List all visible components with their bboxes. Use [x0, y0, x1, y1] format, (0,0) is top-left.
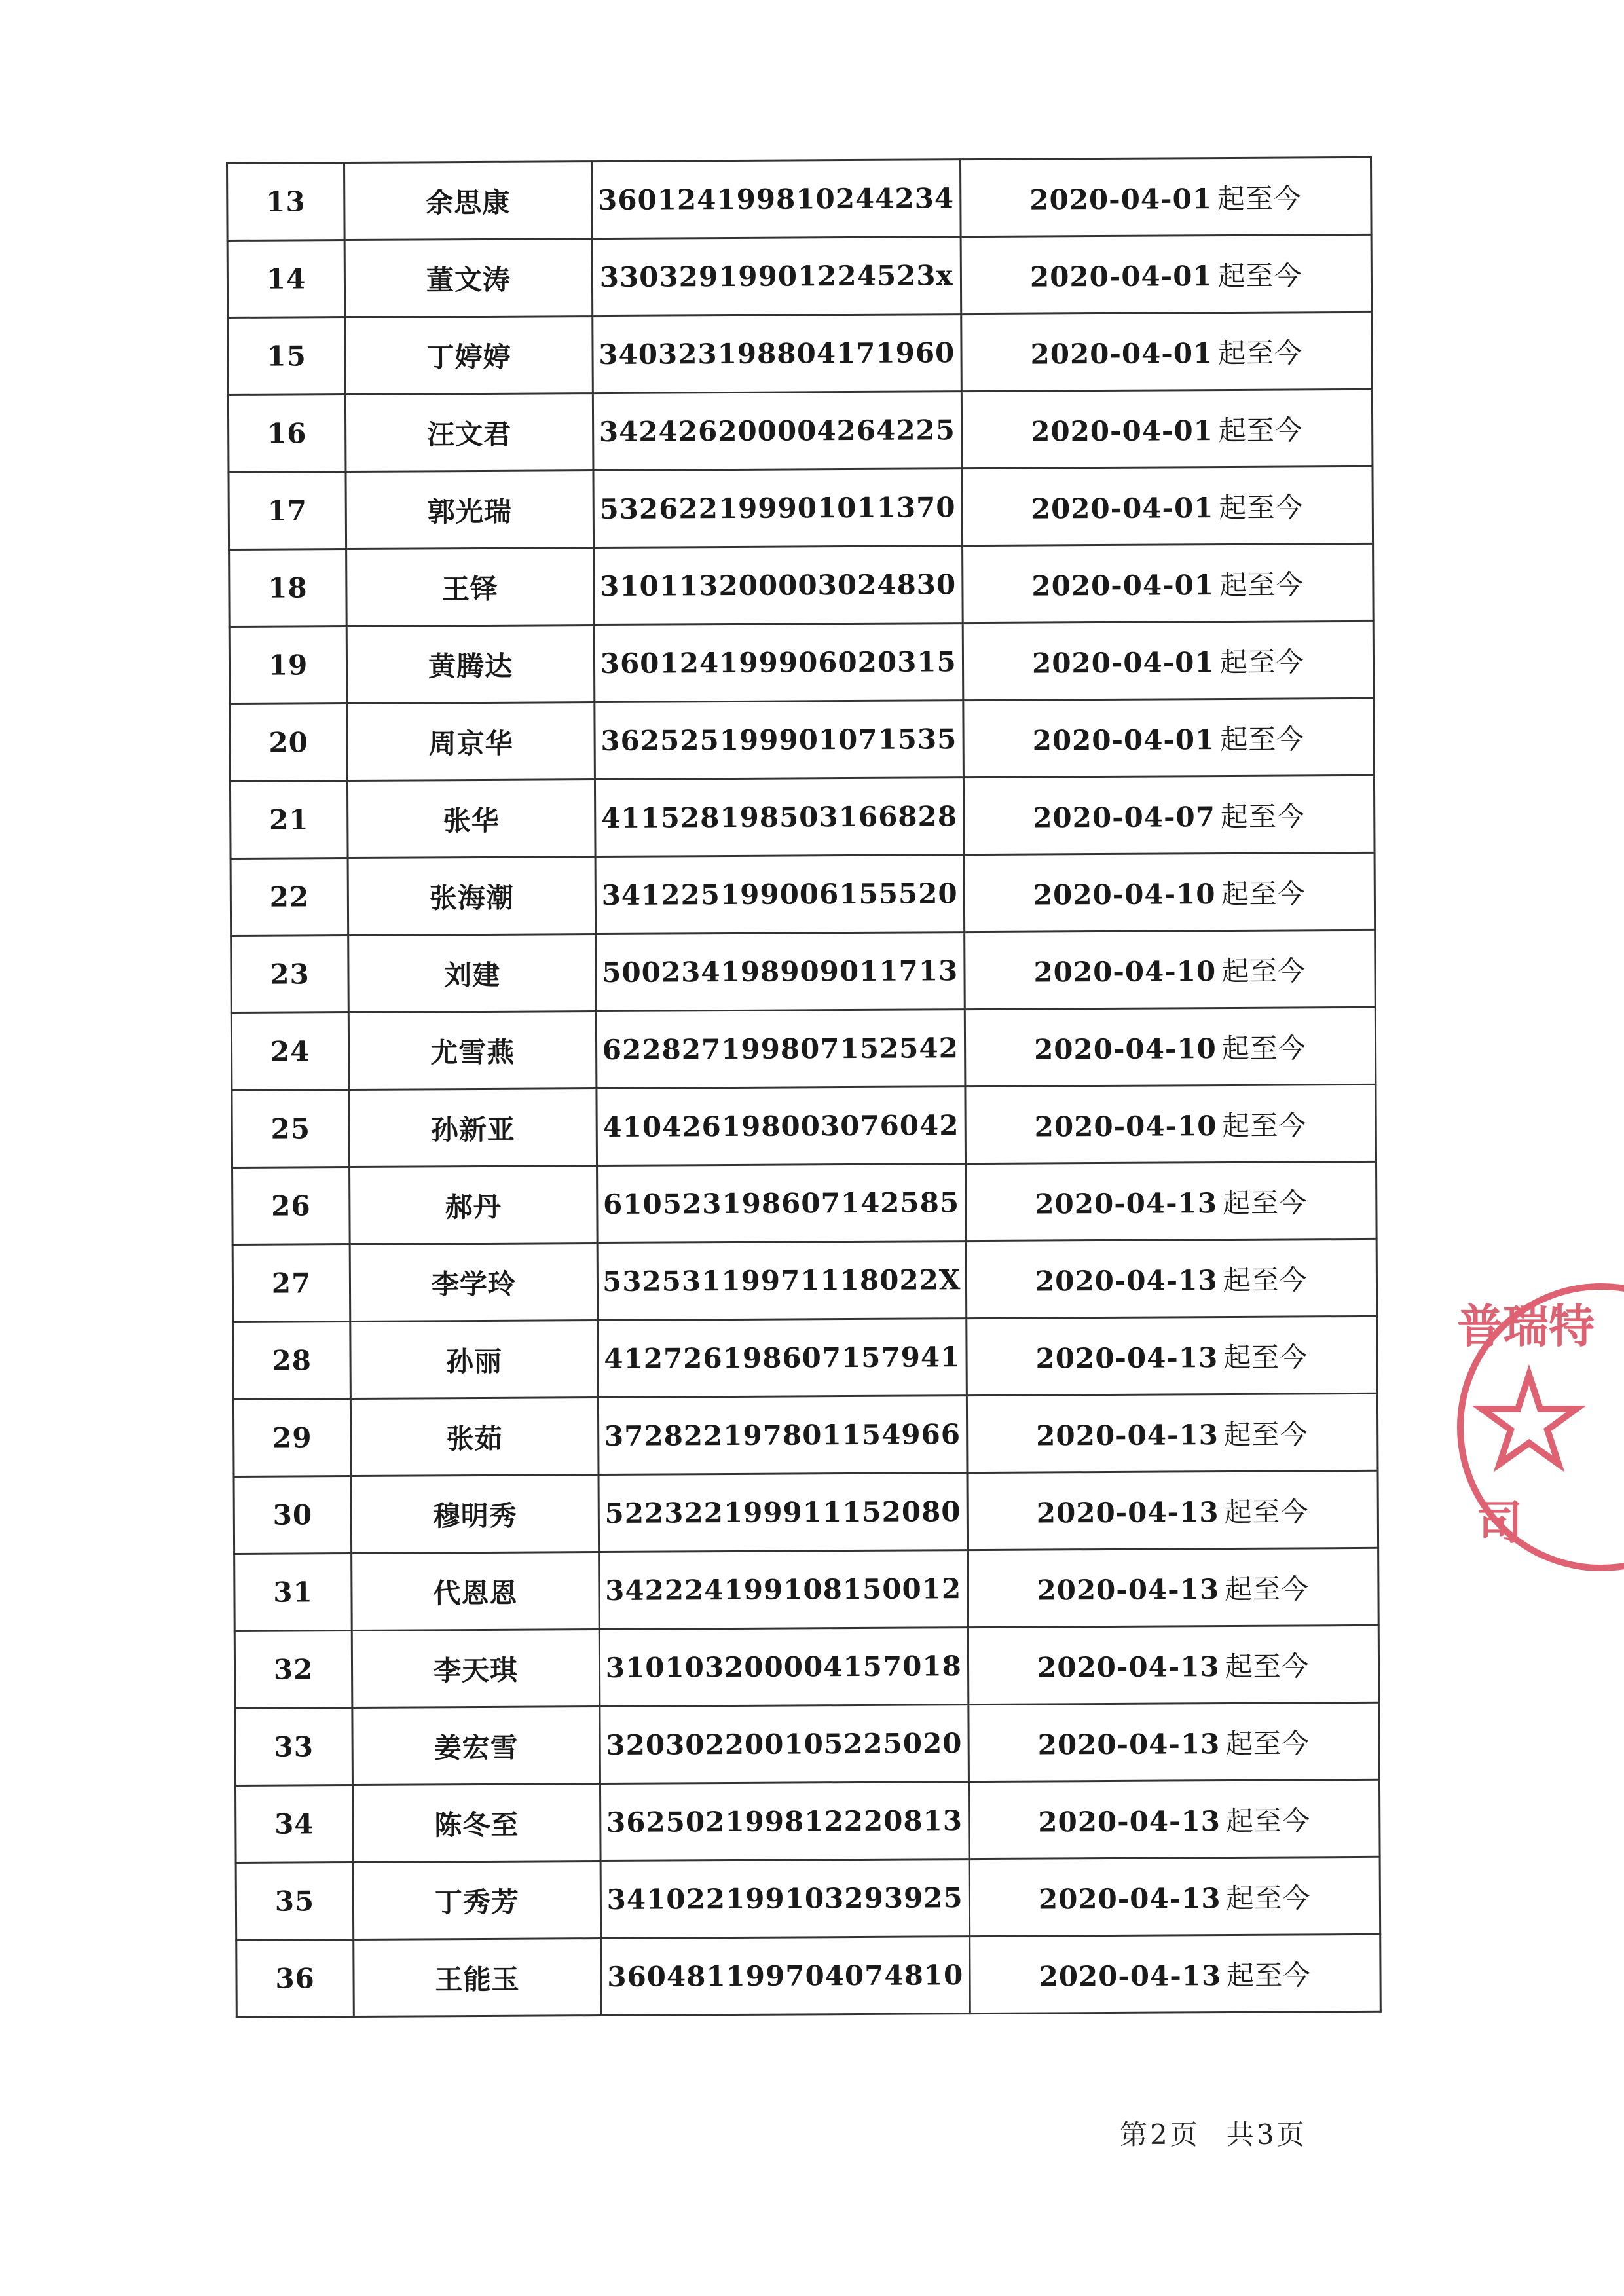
table-row: [234, 1625, 1379, 1708]
employee-name: 尤雪燕: [348, 1011, 596, 1090]
date-suffix: 起至今: [1223, 1417, 1308, 1451]
id-number: 341022199103293925: [600, 1859, 969, 1939]
table-row: [231, 1007, 1376, 1090]
row-number: 26: [232, 1167, 350, 1245]
table-row: [235, 1779, 1380, 1863]
id-number: 360481199704074810: [601, 1937, 970, 2016]
start-date: 2020-04-13: [1039, 1959, 1222, 1993]
row-number: 21: [230, 781, 348, 859]
row-number: 20: [230, 704, 348, 782]
start-date-cell: [961, 389, 1373, 468]
date-suffix: 起至今: [1224, 1495, 1309, 1528]
row-number: 14: [227, 240, 345, 318]
date-suffix: 起至今: [1227, 1958, 1312, 1992]
start-date-cell: [963, 775, 1375, 854]
page-current: 2: [1150, 2119, 1168, 2151]
employee-name: 王铎: [346, 548, 594, 627]
start-date: 2020-04-13: [1035, 1264, 1218, 1298]
seal-text-bottom: 司: [1477, 1495, 1522, 1550]
id-number: 360124199906020315: [594, 623, 963, 702]
start-date: 2020-04-10: [1033, 955, 1217, 989]
date-suffix: 起至今: [1224, 1572, 1310, 1605]
row-number: 29: [233, 1399, 351, 1477]
start-date-cell: [969, 1857, 1380, 1936]
start-date-cell: [967, 1470, 1378, 1550]
table-row: [235, 1702, 1380, 1785]
employee-table-body: [227, 157, 1381, 2017]
seal-ring: [1460, 1286, 1624, 1568]
start-date-cell: [960, 157, 1371, 236]
table-row: [230, 698, 1375, 781]
id-number: 310103200004157018: [599, 1628, 968, 1707]
employee-table: [226, 156, 1382, 2018]
id-number: 610523198607142585: [597, 1164, 965, 1243]
table-row: [231, 930, 1376, 1013]
table-row: [229, 621, 1374, 704]
row-number: 30: [234, 1476, 352, 1554]
date-suffix: 起至今: [1217, 259, 1302, 292]
row-number: 22: [231, 858, 348, 936]
total-unit: 页: [1276, 2119, 1304, 2151]
table-row: [234, 1548, 1379, 1631]
date-suffix: 起至今: [1225, 1726, 1310, 1760]
start-date-cell: [968, 1625, 1379, 1704]
id-number: 362502199812220813: [600, 1782, 969, 1861]
row-number: 24: [231, 1013, 349, 1091]
employee-name: 丁秀芳: [353, 1861, 600, 1940]
start-date-cell: [962, 543, 1373, 623]
id-number: 372822197801154966: [598, 1396, 967, 1475]
start-date: 2020-04-10: [1033, 1032, 1217, 1066]
table-row: [232, 1239, 1377, 1322]
start-date: 2020-04-01: [1031, 568, 1215, 602]
start-date-cell: [969, 1934, 1380, 2013]
seal-text: 普瑞特: [1457, 1299, 1595, 1353]
start-date: 2020-04-01: [1031, 491, 1214, 525]
date-suffix: 起至今: [1220, 799, 1306, 833]
date-suffix: 起至今: [1218, 336, 1303, 369]
page-prefix: 第: [1120, 2119, 1148, 2151]
employee-name: 汪文君: [346, 393, 593, 472]
id-number: 362525199901071535: [595, 701, 963, 780]
date-suffix: 起至今: [1217, 181, 1302, 215]
start-date-cell: [965, 1161, 1376, 1241]
id-number: 53253119971118022X: [597, 1241, 966, 1321]
start-date: 2020-04-01: [1032, 723, 1215, 757]
employee-name: 郭光瑞: [346, 471, 593, 549]
row-number: 17: [229, 472, 346, 550]
start-date-cell: [967, 1548, 1378, 1627]
date-suffix: 起至今: [1226, 1881, 1311, 1914]
row-number: 36: [236, 1940, 354, 2018]
start-date-cell: [965, 1007, 1376, 1086]
row-number: 15: [228, 318, 346, 395]
table-row: [233, 1393, 1378, 1476]
start-date: 2020-04-01: [1031, 414, 1213, 448]
row-number: 19: [229, 627, 347, 704]
start-date: 2020-04-13: [1038, 1882, 1221, 1916]
start-date-cell: [961, 312, 1372, 391]
start-date: 2020-04-13: [1037, 1573, 1220, 1607]
table-row: [234, 1470, 1378, 1554]
table-row: [227, 157, 1372, 240]
start-date-cell: [963, 621, 1374, 700]
id-number: 522322199911152080: [599, 1473, 967, 1552]
employee-name: 郝丹: [350, 1166, 597, 1245]
date-suffix: 起至今: [1218, 413, 1303, 446]
date-suffix: 起至今: [1225, 1649, 1310, 1683]
id-number: 360124199810244234: [591, 160, 960, 239]
id-number: 340323198804171960: [593, 314, 961, 393]
start-date-cell: [969, 1702, 1380, 1781]
date-suffix: 起至今: [1221, 1031, 1306, 1065]
id-number: 342224199108150012: [599, 1550, 967, 1630]
date-suffix: 起至今: [1219, 568, 1304, 601]
start-date-cell: [966, 1239, 1377, 1318]
employee-name: 张海潮: [348, 857, 595, 936]
employee-name: 刘建: [348, 934, 596, 1013]
start-date-cell: [965, 1084, 1376, 1163]
company-seal: [1437, 1264, 1624, 1591]
start-date-cell: [969, 1779, 1380, 1859]
id-number: 500234198909011713: [596, 932, 965, 1011]
employee-name: 穆明秀: [351, 1475, 599, 1554]
start-date-cell: [962, 466, 1373, 545]
id-number: 320302200105225020: [600, 1705, 969, 1784]
table-row: [229, 466, 1373, 549]
employee-name: 陈冬至: [353, 1784, 600, 1863]
table-row: [228, 312, 1373, 395]
date-suffix: 起至今: [1222, 1108, 1307, 1142]
row-number: 18: [229, 549, 347, 627]
employee-name: 张华: [348, 780, 595, 858]
id-number: 532622199901011370: [593, 469, 962, 548]
row-number: 25: [232, 1090, 350, 1168]
start-date: 2020-04-13: [1035, 1341, 1219, 1375]
row-number: 34: [235, 1785, 353, 1863]
row-number: 28: [233, 1322, 351, 1400]
date-suffix: 起至今: [1221, 954, 1306, 987]
page-total: 3: [1256, 2119, 1274, 2151]
start-date-cell: [967, 1393, 1378, 1472]
employee-name: 周京华: [347, 702, 595, 781]
row-number: 31: [234, 1554, 352, 1631]
employee-name: 黄腾达: [346, 625, 594, 704]
date-suffix: 起至今: [1223, 1340, 1308, 1374]
row-number: 16: [228, 395, 346, 473]
row-number: 27: [232, 1245, 350, 1322]
table-row: [231, 852, 1375, 936]
start-date: 2020-04-01: [1029, 259, 1213, 293]
row-number: 32: [234, 1631, 352, 1709]
id-number: 410426198003076042: [597, 1087, 965, 1166]
employee-name: 孙新亚: [349, 1089, 597, 1167]
table-row: [230, 775, 1375, 858]
row-number: 23: [231, 936, 349, 1013]
date-suffix: 起至今: [1222, 1186, 1308, 1219]
start-date-cell: [963, 698, 1374, 777]
start-date: 2020-04-13: [1038, 1804, 1221, 1838]
start-date: 2020-04-13: [1035, 1186, 1218, 1220]
id-number: 622827199807152542: [596, 1010, 965, 1089]
start-date: 2020-04-10: [1033, 877, 1216, 911]
start-date: 2020-04-13: [1037, 1650, 1220, 1684]
start-date: 2020-04-10: [1034, 1109, 1217, 1143]
table-row: [232, 1084, 1376, 1167]
employee-name: 董文涛: [344, 239, 592, 318]
start-date-cell: [964, 852, 1375, 932]
id-number: 33032919901224523x: [592, 237, 961, 316]
employee-name: 王能玉: [354, 1939, 601, 2017]
row-number: 35: [236, 1863, 354, 1941]
page-footer: [1120, 2113, 1307, 2153]
row-number: 13: [227, 163, 345, 241]
employee-name: 李学玲: [350, 1243, 597, 1322]
id-number: 411528198503166828: [595, 778, 963, 857]
table-row: [229, 543, 1374, 627]
start-date: 2020-04-13: [1037, 1727, 1221, 1761]
date-suffix: 起至今: [1220, 722, 1305, 756]
table-row: [227, 234, 1372, 318]
employee-name: 孙丽: [350, 1321, 598, 1399]
id-number: 341225199006155520: [595, 855, 964, 934]
date-suffix: 起至今: [1223, 1263, 1308, 1296]
start-date: 2020-04-13: [1036, 1418, 1219, 1452]
id-number: 342426200004264225: [593, 392, 961, 471]
employee-name: 李天琪: [352, 1630, 599, 1708]
table-row: [233, 1316, 1378, 1399]
date-suffix: 起至今: [1225, 1804, 1311, 1837]
start-date: 2020-04-07: [1033, 800, 1216, 834]
start-date: 2020-04-01: [1030, 337, 1213, 371]
start-date-cell: [961, 234, 1372, 314]
table-row: [228, 389, 1373, 472]
start-date: 2020-04-01: [1031, 646, 1215, 680]
start-date: 2020-04-13: [1036, 1495, 1219, 1529]
employee-name: 余思康: [344, 162, 592, 240]
start-date: 2020-04-01: [1029, 182, 1213, 216]
row-number: 33: [235, 1708, 353, 1786]
employee-name: 代恩恩: [352, 1552, 599, 1631]
date-suffix: 起至今: [1219, 490, 1304, 524]
employee-name: 张茹: [351, 1398, 599, 1476]
total-prefix: 共: [1226, 2119, 1254, 2151]
employee-name: 姜宏雪: [352, 1707, 600, 1785]
id-number: 310113200003024830: [593, 546, 962, 625]
table-row: [236, 1934, 1381, 2017]
seal-star-icon: [1482, 1375, 1576, 1464]
table-row: [236, 1857, 1380, 1940]
start-date-cell: [966, 1316, 1377, 1395]
employee-name: 丁婷婷: [345, 316, 593, 395]
date-suffix: 起至今: [1221, 877, 1306, 910]
page-unit: 页: [1170, 2119, 1198, 2151]
table-row: [232, 1161, 1377, 1245]
start-date-cell: [964, 930, 1375, 1009]
id-number: 412726198607157941: [598, 1319, 967, 1398]
date-suffix: 起至今: [1219, 645, 1304, 678]
